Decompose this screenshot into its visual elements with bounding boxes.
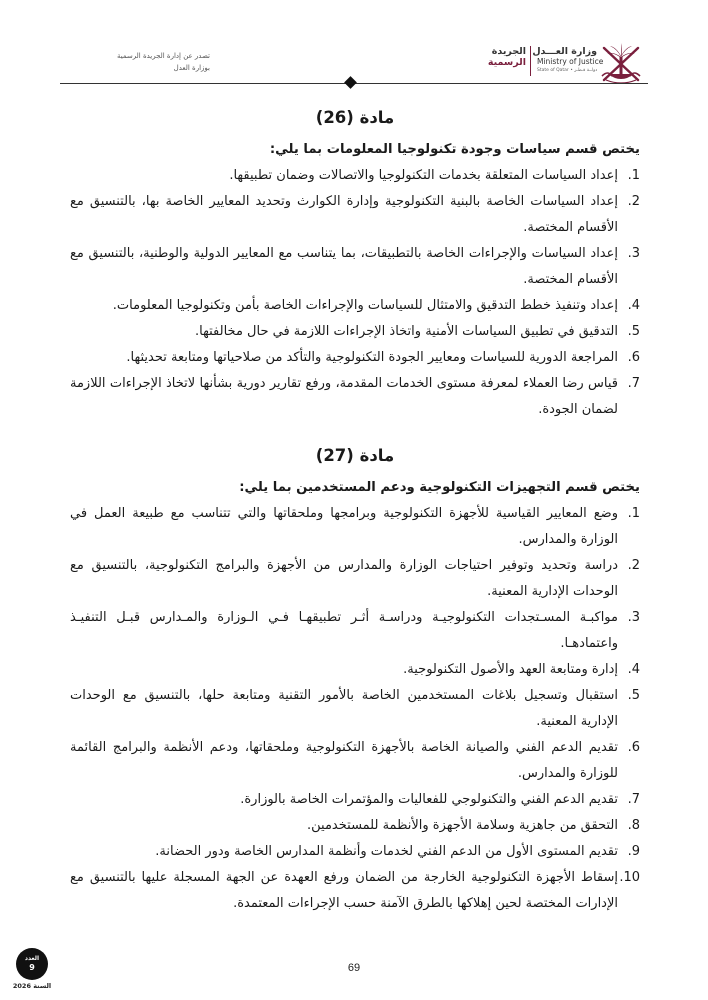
item-number: 2. xyxy=(627,194,640,209)
ministry-name-english: Ministry of Justice xyxy=(537,57,604,66)
ministry-name-arabic: وزارة العـــدل xyxy=(532,46,597,57)
item-number: 8. xyxy=(627,818,640,833)
document-body xyxy=(70,100,640,917)
list-item xyxy=(70,163,640,189)
item-text: التحقق من جاهزية وسلامة الأجهزة والأنظمة للمستخدمين. xyxy=(307,818,618,833)
list-item xyxy=(70,813,640,839)
page-header xyxy=(0,0,708,95)
item-number: 3. xyxy=(627,246,640,261)
list-item xyxy=(70,839,640,865)
item-number: 5. xyxy=(627,324,640,339)
article-26 xyxy=(70,103,640,423)
item-text: إسقاط الأجهزة التكنولوجية الخارجة من الضمان ورفع العهدة عن الجهة المسجلة عليها بالتنسيق مع الإدارات المختصة لحين إهلاكها بالطرق الآمنة حسب الإجراءات المعتمدة. xyxy=(70,870,618,911)
gazette-logo-line2: الرسمية xyxy=(487,57,526,68)
issuer-note xyxy=(60,50,210,74)
issue-label: العدد xyxy=(24,955,40,962)
item-number: 9. xyxy=(627,844,640,859)
list-item xyxy=(70,787,640,813)
item-text: المراجعة الدورية للسياسات ومعايير الجودة التكنولوجية والتأكد من صلاحياتها ومتابعة تحديثها. xyxy=(126,350,618,365)
list-item xyxy=(70,605,640,657)
item-text: استقبال وتسجيل بلاغات المستخدمين الخاصة بالأمور التقنية ومتابعة حلها، بالتنسيق مع الوحدات الإدارية المعنية. xyxy=(70,688,618,729)
item-number: 2. xyxy=(627,558,640,573)
item-number: 4. xyxy=(627,298,640,313)
item-text: إدارة ومتابعة العهد والأصول التكنولوجية. xyxy=(403,662,618,677)
item-text: التدقيق في تطبيق السياسات الأمنية واتخاذ الإجراءات اللازمة في حال مخالفتها. xyxy=(195,324,618,339)
item-text: إعداد وتنفيذ خطط التدقيق والامتثال للسياسات والإجراءات الخاصة بأمن وتكنولوجيا المعلومات. xyxy=(112,298,618,313)
item-text: إعداد السياسات المتعلقة بخدمات التكنولوجيا والاتصالات وضمان تطبيقها. xyxy=(229,168,618,183)
item-number: 7. xyxy=(627,376,640,391)
list-item xyxy=(70,293,640,319)
list-item xyxy=(70,241,640,293)
article-intro: يختص قسم سياسات وجودة تكنولوجيا المعلومات بما يلي: xyxy=(269,142,640,157)
article-27 xyxy=(70,441,640,917)
ministry-state-label: State of Qatar • دولــة قـطـر xyxy=(537,68,598,73)
header-diamond-ornament xyxy=(344,76,357,89)
item-text: قياس رضا العملاء لمعرفة مستوى الخدمات المقدمة، ورفع تقارير دورية بشأنها لاتخاذ الإجراءات اللازمة لضمان الجودة. xyxy=(70,376,618,417)
issue-badge xyxy=(16,948,48,980)
issuer-line1: تصدر عن إدارة الجريدة الرسمية xyxy=(117,52,210,60)
list-item xyxy=(70,501,640,553)
list-item xyxy=(70,735,640,787)
item-text: تقديم الدعم الفني والتكنولوجي للفعاليات والمؤتمرات الخاصة بالوزارة. xyxy=(240,792,618,807)
year-label: السنة 2026 xyxy=(12,982,52,990)
item-text: مواكبـة المسـتجدات التكنولوجيـة ودراسـة أثـر تطبيقهـا فـي الـوزارة والمـدارس قبـل التنفيـذ واعتمادهـا. xyxy=(70,610,618,651)
item-text: دراسة وتحديد وتوفير احتياجات الوزارة والمدارس من الأجهزة والبرامج التكنولوجية، بالتنسيق مع الوحدات الإدارية المعنية. xyxy=(70,558,618,599)
list-item xyxy=(70,189,640,241)
ministry-logo-text xyxy=(532,46,604,74)
issuer-line2: بوزارة العدل xyxy=(173,64,210,72)
list-item xyxy=(70,371,640,423)
issue-number: 9 xyxy=(29,963,35,972)
article-title: مادة (26) xyxy=(315,108,395,127)
item-text: تقديم الدعم الفني والصيانة الخاصة بالأجهزة التكنولوجية وملحقاتها، ودعم الأنظمة والبرامج القائمة للوزارة والمدارس. xyxy=(70,740,618,781)
item-text: إعداد السياسات الخاصة بالبنية التكنولوجية وإدارة الكوارث وتحديد المعايير الخاصة بها، بالتنسيق مع الأقسام المختصة. xyxy=(70,194,618,235)
item-text: تقديم المستوى الأول من الدعم الفني لخدمات وأنظمة المدارس الخاصة ودور الحضانة. xyxy=(155,844,618,859)
logo-separator xyxy=(530,46,531,76)
list-item xyxy=(70,657,640,683)
item-number: 1. xyxy=(627,506,640,521)
item-number: 6. xyxy=(627,740,640,755)
gazette-logo-line1: الجريدة xyxy=(491,46,526,57)
list-item xyxy=(70,865,640,917)
article-items-list xyxy=(70,163,640,423)
list-item xyxy=(70,319,640,345)
list-item xyxy=(70,553,640,605)
qatar-emblem-icon xyxy=(598,40,644,86)
article-intro: يختص قسم التجهيزات التكنولوجية ودعم المستخدمين بما يلي: xyxy=(239,480,640,495)
article-items-list xyxy=(70,501,640,917)
page-number: 69 xyxy=(347,962,361,974)
article-title: مادة (27) xyxy=(315,446,395,465)
item-text: وضع المعايير القياسية للأجهزة التكنولوجية وبرامجها وملحقاتها والتي تتناسب مع طبيعة العمل في الوزارة والمدارس. xyxy=(70,506,618,547)
item-number: 5. xyxy=(627,688,640,703)
item-number: 1. xyxy=(627,168,640,183)
item-text: إعداد السياسات والإجراءات الخاصة بالتطبيقات، بما يتناسب مع المعايير الدولية والوطنية، بالتنسيق مع الأقسام المختصة. xyxy=(70,246,618,287)
item-number: 10. xyxy=(619,870,640,885)
item-number: 6. xyxy=(627,350,640,365)
item-number: 3. xyxy=(627,610,640,625)
list-item xyxy=(70,683,640,735)
list-item xyxy=(70,345,640,371)
gazette-logo xyxy=(484,46,526,69)
item-number: 7. xyxy=(627,792,640,807)
item-number: 4. xyxy=(627,662,640,677)
